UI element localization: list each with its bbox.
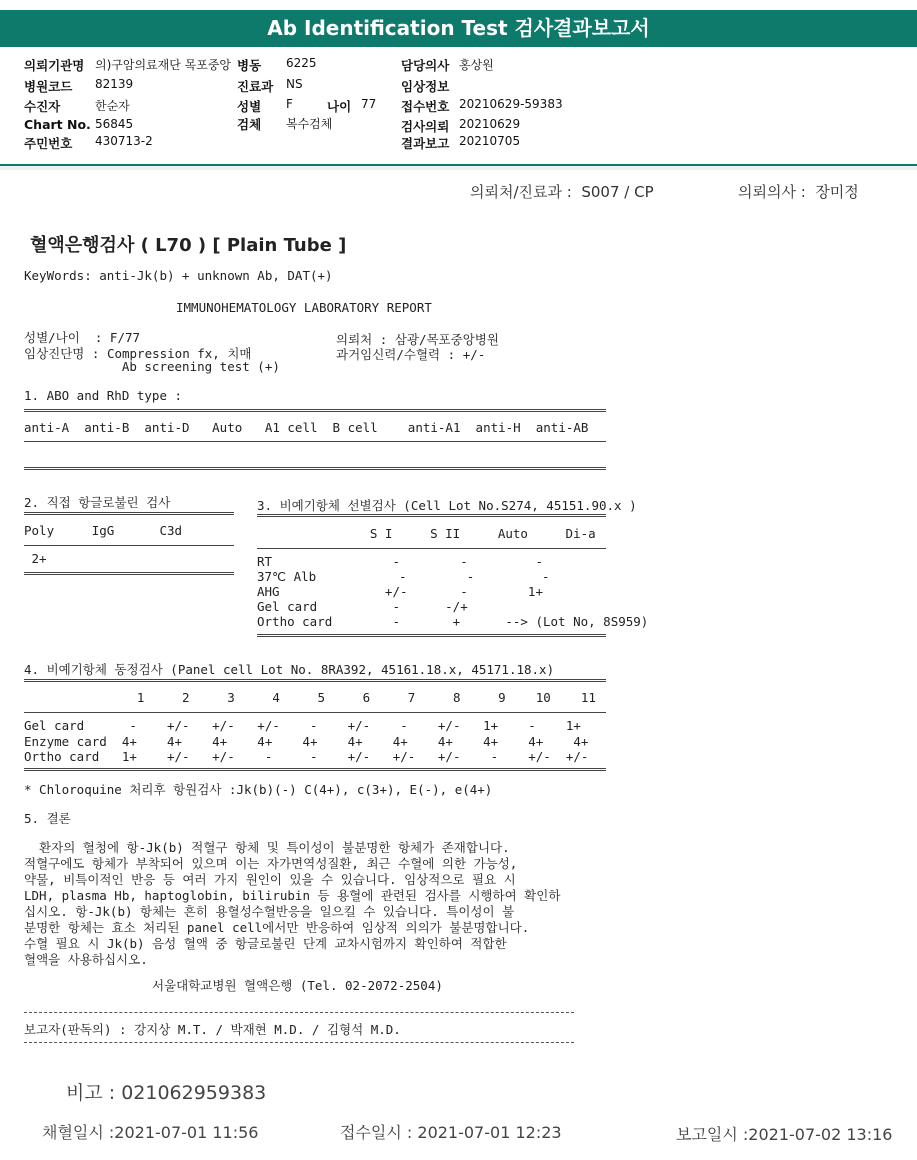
section-5-title: 5. 결론 <box>24 811 71 826</box>
chart-value: 56845 <box>95 117 134 131</box>
age-label: 나이 <box>327 99 352 114</box>
section-3-headers: S I S II Auto Di-a <box>257 526 596 541</box>
dept-label: 진료과 <box>237 79 274 94</box>
inst-value: 의)구암의료재단 목포중앙 <box>95 58 232 72</box>
section-3-row: AHG +/- - 1+ <box>257 584 543 599</box>
collection-datetime: 채혈일시 :2021-07-01 11:56 <box>42 1123 259 1142</box>
doc-title: 혈액은행검사 ( L70 ) [ Plain Tube ] <box>30 235 347 256</box>
rule <box>24 1042 574 1043</box>
doctor-value: 홍상원 <box>459 58 494 72</box>
sex-age-line: 성별/나이 : F/77 <box>24 330 141 345</box>
section-4-row: Gel card - +/- +/- +/- - +/- - +/- 1+ - 1+ <box>24 718 581 733</box>
rule <box>257 548 606 549</box>
lab-report-title: IMMUNOHEMATOLOGY LABORATORY REPORT <box>176 300 432 315</box>
age-value: 77 <box>361 97 377 111</box>
rule <box>24 1012 574 1013</box>
referrer-line: 의뢰처 : 삼광/목포중앙병원 <box>336 332 499 347</box>
section-3-row: Ortho card - + --> (Lot No, 8S959) <box>257 614 649 629</box>
specimen-value: 복수검체 <box>286 117 333 131</box>
inst-label: 의뢰기관명 <box>24 58 85 73</box>
patient-value: 한순자 <box>95 99 130 113</box>
report-title: Ab Identification Test 검사결과보고서 <box>267 16 650 40</box>
hospcode-value: 82139 <box>95 77 134 91</box>
doctor-label: 담당의사 <box>401 58 450 73</box>
report-date-value: 20210705 <box>459 134 521 148</box>
request-label: 검사의뢰 <box>401 119 450 134</box>
section-4-title: 4. 비예기항체 동정검사 (Panel cell Lot No. 8RA392, 45161.18.x, 45171.18.x) <box>24 662 555 677</box>
section-4-row: Enzyme card 4+ 4+ 4+ 4+ 4+ 4+ 4+ 4+ 4+ 4+ 4+ <box>24 734 589 749</box>
receipt-datetime: 접수일시 : 2021-07-01 12:23 <box>340 1123 562 1142</box>
receipt-label: 접수번호 <box>401 99 450 114</box>
separator-bar <box>0 166 917 170</box>
conclusion-line: 십시오. 항-Jk(b) 항체는 흔히 용혈성수혈반응을 일으킬 수 있습니다. 특이성이 불 <box>24 904 515 919</box>
conclusion-line: 환자의 혈청에 항-Jk(b) 적혈구 항체 및 특이성이 불분명한 항체가 존재합니다. <box>24 840 510 855</box>
conclusion-line: 혈액을 사용하십시오. <box>24 952 148 967</box>
clinical-label: 임상정보 <box>401 79 450 94</box>
requester-dept: 의뢰처/진료과 : S007 / CP <box>470 183 654 201</box>
rule <box>24 441 606 442</box>
conclusion-line: 약물, 비특이적인 반응 등 여러 가지 원인이 있을 수 있습니다. 임상적으로 필요 시 <box>24 872 516 887</box>
hospcode-label: 병원코드 <box>24 79 73 94</box>
diagnosis-line-2: Ab screening test (+) <box>24 359 280 374</box>
conclusion-line: 수혈 필요 시 Jk(b) 음성 혈액 중 항글로불린 단계 교차시험까지 확인하여 적합한 <box>24 936 507 951</box>
note-line: 비고 : 021062959383 <box>66 1082 267 1104</box>
section-3-row: RT - - - <box>257 554 543 569</box>
keywords: KeyWords: anti-Jk(b) + unknown Ab, DAT(+) <box>24 268 333 283</box>
rule <box>24 768 606 771</box>
chart-label: Chart No. <box>24 117 91 132</box>
report-header-banner <box>0 10 917 47</box>
id-value: 430713-2 <box>95 134 153 148</box>
section-3-row: Gel card - -/+ <box>257 599 468 614</box>
dept-value: NS <box>286 77 303 91</box>
conclusion-line: 분명한 항체는 효소 처리된 panel cell에서만 반응하여 임상적 의의가 불분명합니다. <box>24 920 530 935</box>
ward-value: 6225 <box>286 56 317 70</box>
ward-label: 병동 <box>237 58 262 73</box>
section-4-row: Ortho card 1+ +/- +/- - - +/- +/- +/- - +/- +/- <box>24 749 589 764</box>
rule <box>257 514 606 517</box>
specimen-label: 검체 <box>237 117 262 132</box>
rule <box>24 679 606 682</box>
rule <box>24 545 234 546</box>
chloroquine-line: * Chloroquine 처리후 항원검사 :Jk(b)(-) C(4+), c(3+), E(-), e(4+) <box>24 782 493 797</box>
section-1-title: 1. ABO and RhD type : <box>24 388 183 403</box>
section-3-row: 37℃ Alb - - - <box>257 569 550 584</box>
rule <box>24 572 234 575</box>
section-2-title: 2. 직접 항글로불린 검사 <box>24 495 171 510</box>
receipt-value: 20210629-59383 <box>459 97 563 111</box>
patient-label: 수진자 <box>24 99 61 114</box>
sex-value: F <box>286 97 293 111</box>
report-date-label: 결과보고 <box>401 136 450 151</box>
section-1-headers: anti-A anti-B anti-D Auto A1 cell B cell anti-A1 anti-H anti-AB <box>24 420 589 435</box>
history-line: 과거임신력/수혈력 : +/- <box>336 347 486 362</box>
hospital-line: 서울대학교병원 혈액은행 (Tel. 02-2072-2504) <box>152 978 443 993</box>
rule <box>24 512 234 515</box>
section-2-value: 2+ <box>24 551 47 566</box>
rule <box>24 409 606 412</box>
report-datetime: 보고일시 :2021-07-02 13:16 <box>676 1125 893 1144</box>
rule <box>24 712 606 713</box>
rule <box>24 467 606 470</box>
diagnosis-line-1: 임상진단명 : Compression fx, 치매 <box>24 346 252 361</box>
reporters-line: 보고자(판독의) : 강지상 M.T. / 박재현 M.D. / 김형석 M.D. <box>24 1022 401 1037</box>
id-label: 주민번호 <box>24 136 73 151</box>
section-2-headers: Poly IgG C3d <box>24 523 183 538</box>
section-3-title: 3. 비예기항체 선별검사 (Cell Lot No.S274, 45151.90.x ) <box>257 498 637 513</box>
request-value: 20210629 <box>459 117 521 131</box>
conclusion-line: 적혈구에도 항체가 부착되어 있으며 이는 자가면역성질환, 최근 수혈에 의한 가능성, <box>24 856 518 871</box>
patient-info-panel <box>0 47 917 166</box>
rule <box>257 634 606 637</box>
sex-label: 성별 <box>237 99 262 114</box>
requester-doctor: 의뢰의사 : 장미정 <box>738 183 859 201</box>
conclusion-line: LDH, plasma Hb, haptoglobin, bilirubin 등 용혈에 관련된 검사를 시행하여 확인하 <box>24 888 561 903</box>
section-4-headers: 1 2 3 4 5 6 7 8 9 10 11 <box>24 690 596 705</box>
